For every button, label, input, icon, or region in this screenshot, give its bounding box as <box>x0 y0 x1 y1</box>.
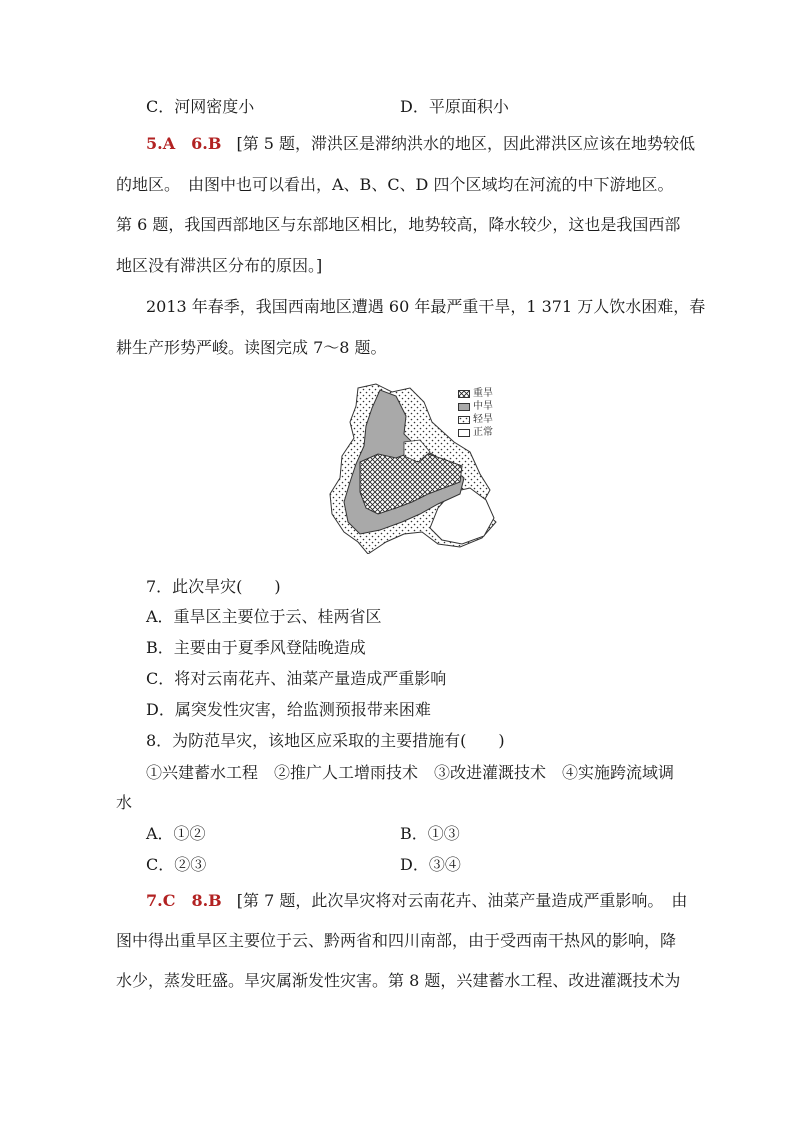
answer-text: 的地区。 由图中也可以看出，A、B、C、D 四个区域均在河流的中下游地区。 <box>116 175 674 194</box>
question-7-stem: 7．此次旱灾( ) <box>146 577 281 596</box>
answer-block-5-6 <box>146 133 695 155</box>
map-legend <box>458 387 493 439</box>
q8-option-b: B．①③ <box>400 824 460 843</box>
answer-text: 地区没有滞洪区分布的原因。] <box>116 256 323 275</box>
answer-text: 水少，蒸发旺盛。旱灾属渐发性灾害。第 8 题，兴建蓄水工程、改进灌溉技术为 <box>116 971 681 990</box>
answer-text: [第 5 题，滞洪区是滞纳洪水的地区，因此滞洪区应该在地势较低 <box>236 134 696 153</box>
answer-label: 7.C 8.B <box>146 891 222 910</box>
option-d: D．平原面积小 <box>400 97 509 116</box>
legend-item-light <box>458 413 493 426</box>
normal-swatch <box>458 429 470 437</box>
answer-text: [第 7 题，此次旱灾将对云南花卉、油菜产量造成严重影响。 由 <box>236 891 688 910</box>
legend-item-moderate <box>458 400 493 413</box>
legend-label-normal: 正常 <box>473 427 493 438</box>
intro-text: 耕生产形势严峻。读图完成 7～8 题。 <box>116 338 387 357</box>
legend-label-moderate: 中旱 <box>473 401 493 412</box>
answer-text: 第 6 题，我国西部地区与东部地区相比，地势较高，降水较少，这也是我国西部 <box>116 215 681 234</box>
q7-option-d: D．属突发性灾害，给监测预报带来困难 <box>146 700 431 719</box>
light-swatch <box>458 416 470 424</box>
legend-label-light: 轻旱 <box>473 414 493 425</box>
question-8-stem: 8．为防范旱灾，该地区应采取的主要措施有( ) <box>146 731 505 750</box>
q8-measures-cont: 水 <box>116 793 133 812</box>
answer-label: 5.A 6.B <box>146 134 222 153</box>
intro-text: 2013 年春季，我国西南地区遭遇 60 年最严重干旱，1 371 万人饮水困难，春 <box>146 297 706 316</box>
q8-measures: ①兴建蓄水工程 ②推广人工增雨技术 ③改进灌溉技术 ④实施跨流域调 <box>146 763 675 782</box>
severe-swatch <box>458 390 470 398</box>
option-c: C．河网密度小 <box>146 97 255 116</box>
q7-option-b: B．主要由于夏季风登陆晚造成 <box>146 638 366 657</box>
q8-option-c: C．②③ <box>146 855 207 874</box>
q8-option-d: D．③④ <box>400 855 461 874</box>
legend-item-severe <box>458 387 493 400</box>
q8-option-a: A．①② <box>146 824 206 843</box>
answer-text: 图中得出重旱区主要位于云、黔两省和四川南部，由于受西南干热风的影响，降 <box>116 931 677 950</box>
legend-item-normal <box>458 426 493 439</box>
legend-label-severe: 重旱 <box>473 388 493 399</box>
answer-block-7-8 <box>146 890 687 912</box>
q7-option-a: A．重旱区主要位于云、桂两省区 <box>146 607 382 626</box>
q7-option-c: C．将对云南花卉、油菜产量造成严重影响 <box>146 669 447 688</box>
moderate-swatch <box>458 403 470 411</box>
